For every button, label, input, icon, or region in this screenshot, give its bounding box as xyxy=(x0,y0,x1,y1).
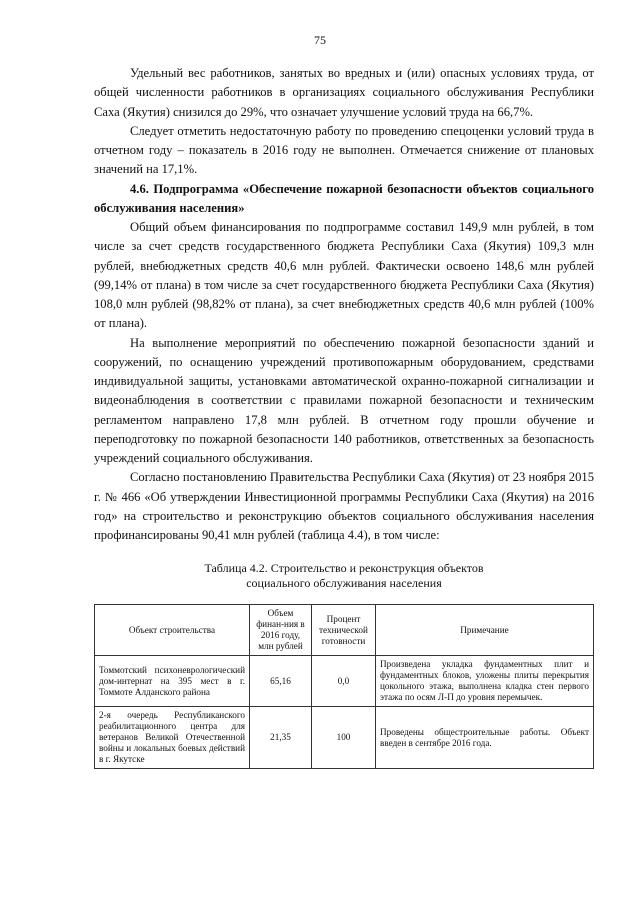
cell-readiness: 100 xyxy=(312,707,376,769)
construction-table xyxy=(94,604,594,769)
table-caption xyxy=(94,561,594,591)
cell-object: 2-я очередь Республиканского реабилитационного центра для ветеранов Великой Отечественной войны и локальных боевых действий в г. Якутске xyxy=(95,707,250,769)
header-object: Объект строительства xyxy=(95,605,250,656)
header-readiness: Процент технической готовности xyxy=(312,605,376,656)
header-volume: Объем финан-ния в 2016 году, млн рублей xyxy=(250,605,312,656)
table-row xyxy=(95,707,594,769)
paragraph-special-assessment: Следует отметить недостаточную работу по проведению спецоценки условий труда в отчетном году – показатель в 2016 году не выполнен. Отмечается снижение от плановых значений на 17,1%. xyxy=(94,123,594,177)
table-header-row xyxy=(95,605,594,656)
cell-note: Произведена укладка фундаментных плит и фундаментных блоков, уложены плиты перекрытия цокольного этажа, выполнена кладка стен первого этажа по осям Л-П до уровня перемычек. xyxy=(376,656,594,707)
paragraph-investment-program: Согласно постановлению Правительства Республики Саха (Якутия) от 23 ноября 2015 г. № 466 «Об утверждении Инвестиционной программы Республики Саха (Якутия) на 2016 год» на строительство и реконструкцию объектов социального обслуживания населения профинансированы 90,41 млн рублей (таблица 4.4), в том числе: xyxy=(94,470,594,542)
cell-volume: 65,16 xyxy=(250,656,312,707)
paragraph-financing: Общий объем финансирования по подпрограмме составил 149,9 млн рублей, в том числе за счет средств государственного бюджета Республики Саха (Якутия) 109,3 млн рублей, внебюджетных средств 40,6 млн рублей. Фактически освоено 148,6 млн рублей (99,14% от плана) в том числе за счет государственного бюджета Республики Саха (Якутия) 108,0 млн рублей (98,82% от плана), за счет внебюджетных средств 40,6 млн рублей (100% от плана). xyxy=(94,220,594,331)
section-heading-4-6: 4.6. Подпрограмма «Обеспечение пожарной безопасности объектов социального обслуживания населения» xyxy=(94,181,594,215)
table-caption-line-1: Таблица 4.2. Строительство и реконструкция объектов xyxy=(204,561,484,575)
paragraph-fire-safety-measures: На выполнение мероприятий по обеспечению пожарной безопасности зданий и сооружений, по оснащению учреждений противопожарным оборудованием, средствами индивидуальной защиты, установками автоматической охранно-пожарной сигнализации и видеонаблюдения в соответствии с правилами пожарной безопасности и техническим регламентом направлено 17,8 млн рублей. В отчетном году прошли обучение и переподготовку по пожарной безопасности 140 работников, ответственных за безопасность учреждений социального обслуживания. xyxy=(94,335,594,465)
cell-readiness: 0,0 xyxy=(312,656,376,707)
cell-object: Томмотский психоневрологический дом-интернат на 395 мест в г. Томмоте Алданского района xyxy=(95,656,250,707)
cell-volume: 21,35 xyxy=(250,707,312,769)
table-caption-line-2: социального обслуживания населения xyxy=(246,576,442,590)
header-note: Примечание xyxy=(376,605,594,656)
paragraph-harmful-conditions: Удельный вес работников, занятых во вредных и (или) опасных условиях труда, от общей численности работников в организациях социального обслуживания Республики Саха (Якутия) снизился до 29%, что означает улучшение условий труда на 66,7%. xyxy=(94,66,594,119)
table-row xyxy=(95,656,594,707)
cell-note: Проведены общестроительные работы. Объект введен в сентябре 2016 года. xyxy=(376,707,594,769)
body-text xyxy=(94,64,594,545)
page-number: 75 xyxy=(314,33,326,47)
